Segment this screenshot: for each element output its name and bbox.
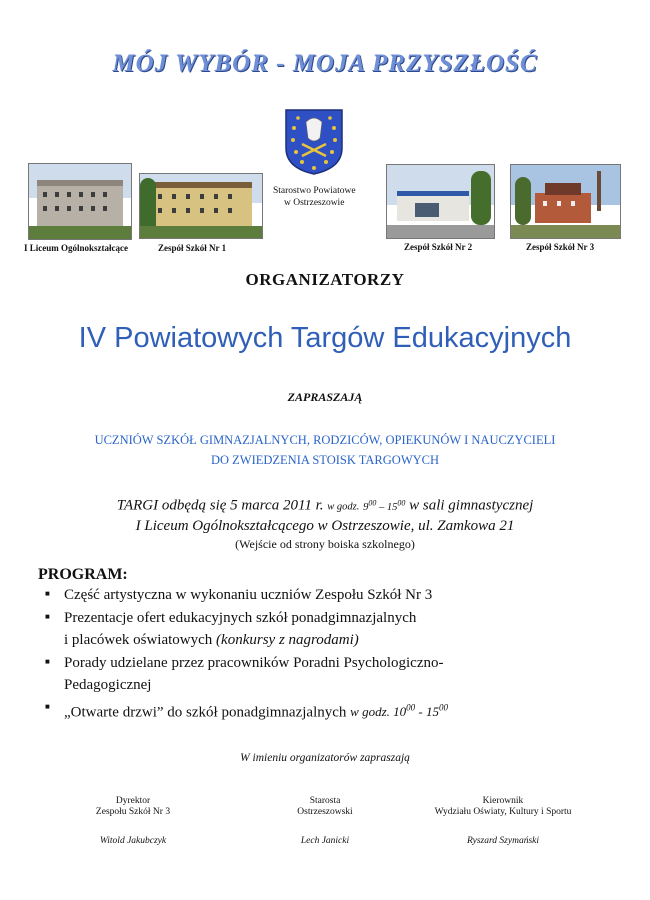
- program-item-text: ■ Porady udzielane przez pracowników Poradni Psychologiczno-: [64, 655, 444, 671]
- starostwo-line1: Starostwo Powiatowe: [273, 186, 356, 196]
- program-item-text: ■ Prezentacje ofert edukacyjnych szkół ponadgimnazjalnych: [64, 610, 417, 626]
- signature-name: Lech Janicki: [300, 836, 350, 846]
- program-item: [64, 652, 584, 696]
- fair-title: IV Powiatowych Targów Edukacyjnych: [78, 322, 572, 354]
- photo-liceum: [28, 163, 132, 240]
- program-start-min: 00: [406, 703, 416, 713]
- event-date: TARGI odbędą się 5 marca 2011 r.: [116, 497, 324, 514]
- program-title: PROGRAM:: [38, 566, 128, 583]
- program-item: [64, 607, 584, 651]
- program-end-min: 00: [438, 703, 448, 713]
- caption-zespol-3: Zespół Szkół Nr 3: [526, 242, 595, 252]
- banner-title: MÓJ WYBÓR - MOJA PRZYSZŁOŚĆ: [112, 50, 538, 77]
- event-address: I Liceum Ogólnokształcącego w Ostrzeszowie, ul. Zamkowa 21: [135, 517, 515, 534]
- program-dash: -: [418, 704, 423, 720]
- program-item-text: „Otwarte drzwi” do szkół ponadgimnazjalnych: [64, 704, 347, 721]
- hours-label: w godz.: [327, 501, 360, 513]
- program-hours-label: w godz.: [350, 704, 390, 720]
- program-item-text: Część artystyczna w wykonaniu uczniów Zespołu Szkół Nr 3: [64, 587, 433, 603]
- signature-role: Zespołu Szkół Nr 3: [95, 807, 171, 817]
- start-hour: 9: [363, 501, 369, 513]
- program-list: [64, 584, 584, 724]
- program-item: [64, 584, 584, 606]
- signature-role: Wydziału Oświaty, Kultury i Sportu: [434, 807, 572, 817]
- signature-starosta: [250, 796, 400, 847]
- event-details: [0, 494, 650, 535]
- program-item-text: Pedagogicznej: [64, 677, 152, 693]
- entrance-note: (Wejście od strony boiska szkolnego): [235, 537, 415, 551]
- audience-line1: UCZNIÓW SZKÓŁ GIMNAZJALNYCH, RODZICÓW, OPIEKUNÓW I NAUCZYCIELI: [94, 433, 556, 447]
- photo-zespol-1: [139, 173, 263, 239]
- end-min: 00: [397, 498, 406, 507]
- audience-line2: DO ZWIEDZENIA STOISK TARGOWYCH: [210, 453, 440, 467]
- invite-heading: ZAPRASZAJĄ: [287, 390, 363, 404]
- program-end-hour: 15: [425, 704, 439, 720]
- audience-text: [0, 430, 650, 470]
- signature-role: Dyrektor: [115, 796, 151, 806]
- signature-name: Ryszard Szymański: [466, 836, 540, 846]
- start-min: 00: [368, 498, 377, 507]
- program-item: [64, 697, 584, 723]
- photo-zespol-2: [386, 164, 495, 239]
- photo-zespol-3: [510, 164, 621, 239]
- hours-dash: –: [378, 501, 385, 513]
- event-date-line: [0, 494, 650, 517]
- signature-role: Starosta: [309, 796, 341, 806]
- signature-name: Witold Jakubczyk: [99, 836, 167, 846]
- signature-director: [58, 796, 208, 847]
- signature-role: Kierownik: [482, 796, 524, 806]
- event-place: w sali gimnastycznej: [409, 497, 534, 514]
- program-start-hour: 10: [393, 704, 407, 720]
- signature-role: Ostrzeszowski: [297, 807, 353, 817]
- county-crest-icon: [284, 108, 344, 176]
- program-item-text: i placówek oświatowych: [64, 632, 213, 648]
- closing-text: W imieniu organizatorów zapraszają: [240, 752, 410, 764]
- program-item-note: (konkursy z nagrodami): [216, 632, 359, 648]
- end-hour: 15: [386, 501, 398, 513]
- organizers-heading: ORGANIZATORZY: [245, 270, 405, 289]
- caption-liceum: I Liceum Ogólnokształcące: [24, 243, 128, 253]
- starostwo-line2: w Ostrzeszowie: [284, 198, 345, 208]
- caption-zespol-1: Zespół Szkół Nr 1: [158, 243, 227, 253]
- caption-zespol-2: Zespół Szkół Nr 2: [404, 242, 473, 252]
- signature-kierownik: [398, 796, 608, 847]
